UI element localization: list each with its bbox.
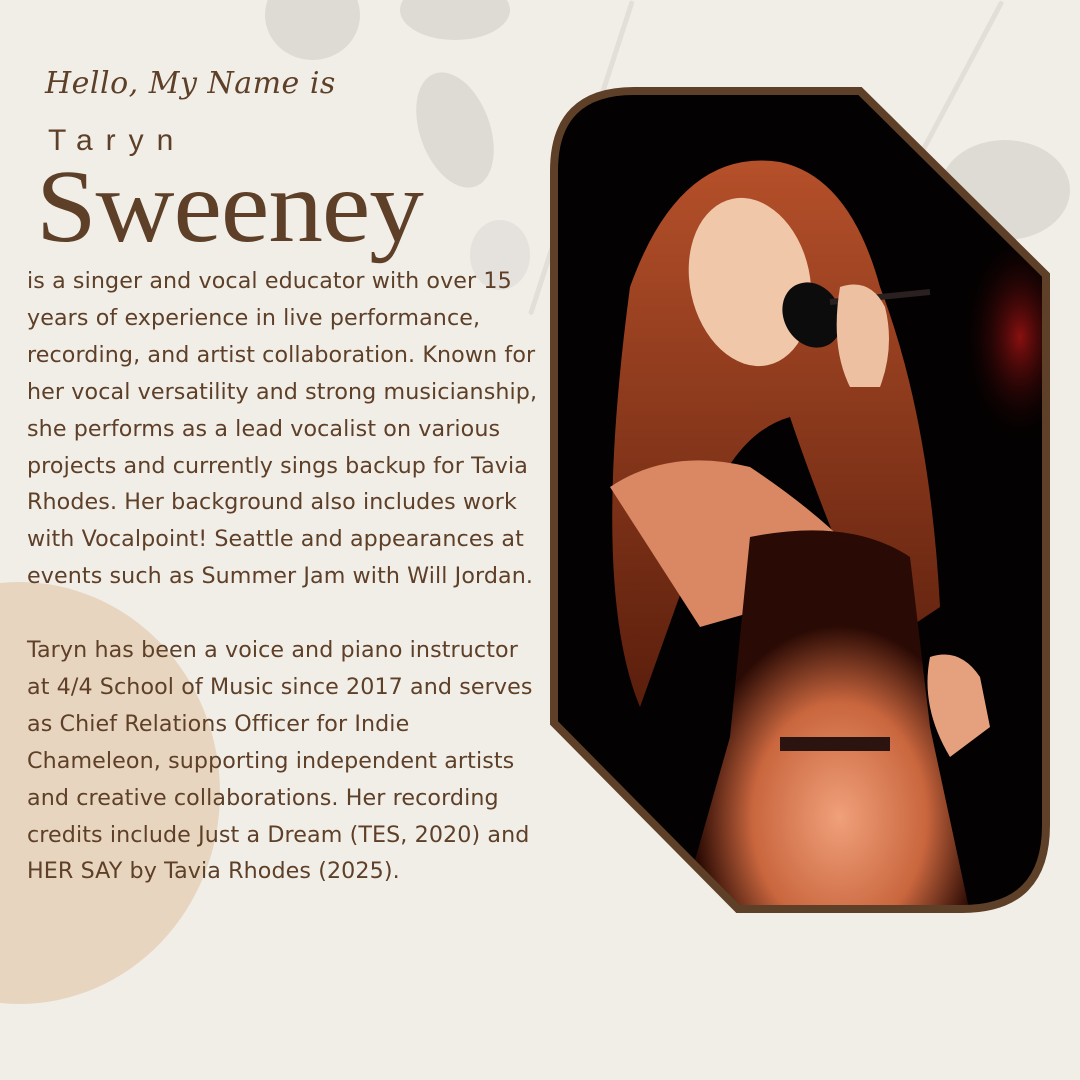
leaf-shadow xyxy=(400,0,510,40)
bio-paragraph-1: is a singer and vocal educator with over 15 years of experience in live performance, recording, and artist collaboration. Known for her vocal versatility and strong musicianship, she performs as a lead vocalist on various projects and currently sings backup for Tavia Rhodes. Her background also includes work with Vocalpoint! Seattle and appearances at events such as Summer Jam with Will Jordan. xyxy=(27,268,538,590)
performer-photo xyxy=(550,87,1050,913)
last-name-title: Sweeney xyxy=(36,149,423,264)
photo-frame xyxy=(550,87,1050,913)
first-name: Taryn xyxy=(48,124,187,157)
bio-text xyxy=(27,263,547,890)
greeting-script: Hello, My Name is xyxy=(45,66,336,101)
bio-paragraph-2: Taryn has been a voice and piano instructor at 4/4 School of Music since 2017 and serves as Chief Relations Officer for Indie Chameleon, supporting independent artists and creative collaborations. Her recording credits include Just a Dream (TES, 2020) and HER SAY by Tavia Rhodes (2025). xyxy=(27,637,533,885)
leaf-shadow xyxy=(265,0,360,60)
